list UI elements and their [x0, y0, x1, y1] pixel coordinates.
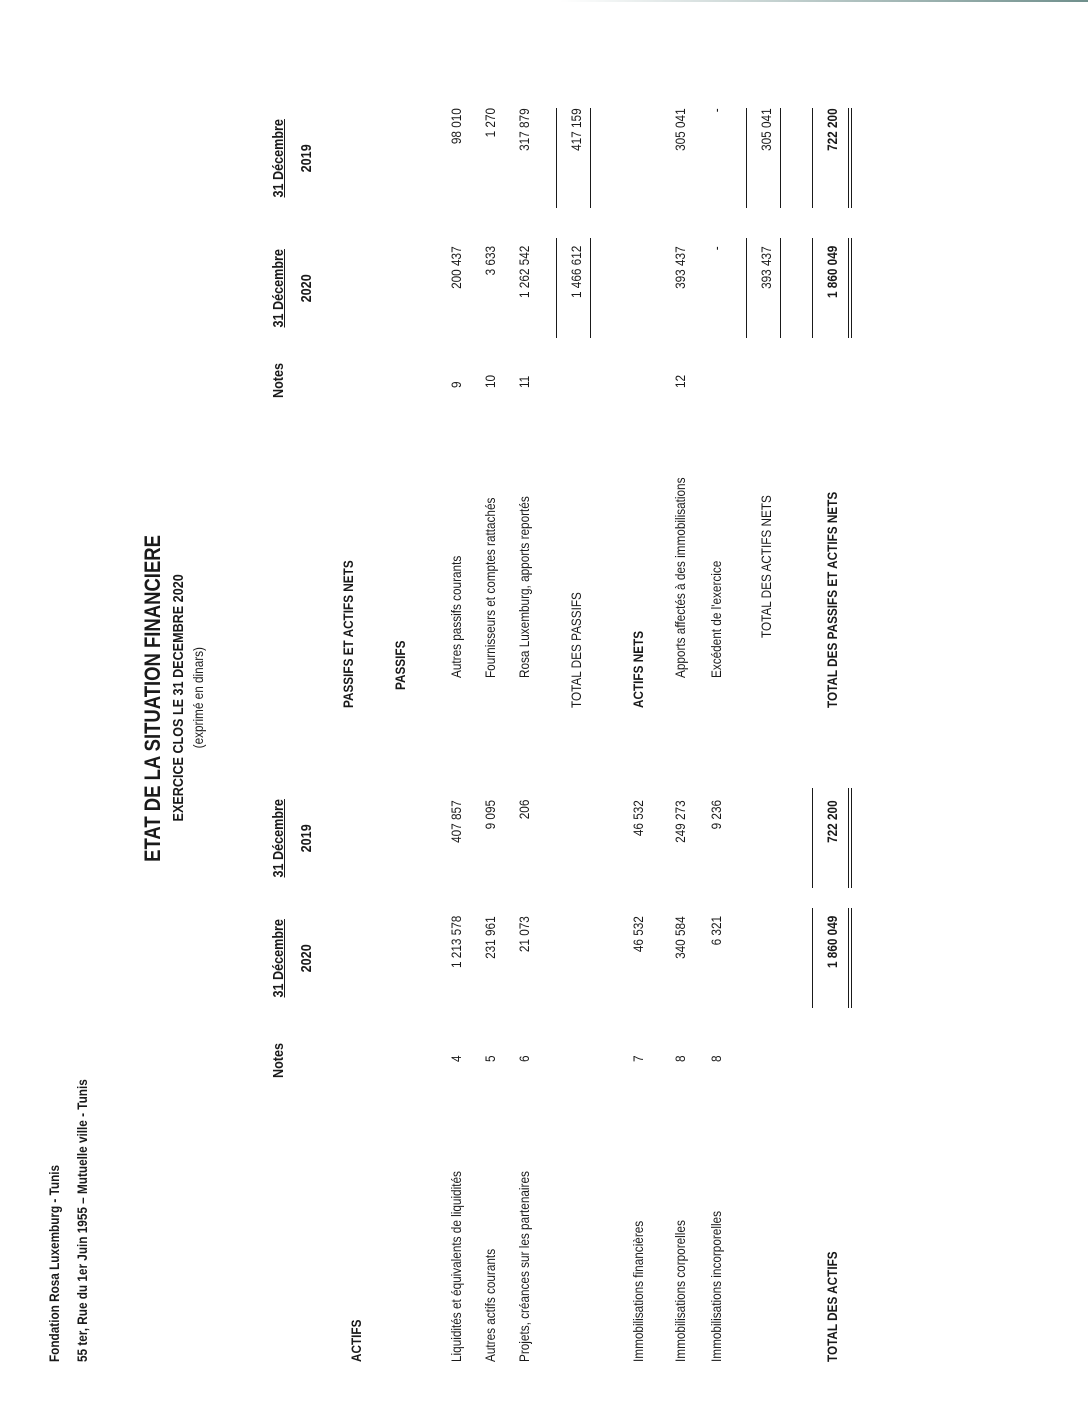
row-value-2020: 200 437: [448, 246, 464, 289]
row-label: Autres actifs courants: [482, 1248, 498, 1362]
row-value-2019: 249 273: [672, 800, 688, 843]
right-2019-date-header: 31 Décembre: [270, 118, 287, 198]
row-label: Liquidités et équivalents de liquidités: [448, 1171, 464, 1362]
passifs-subheading: PASSIFS: [392, 640, 408, 690]
statement-subtitle: EXERCICE CLOS LE 31 DECEMBRE 2020: [170, 574, 187, 822]
total-double-rule-2019: [848, 788, 852, 888]
grand-total-rule-2019: [812, 108, 813, 208]
left-2019-date-header: 31 Décembre: [270, 798, 287, 878]
total-underline-2020: [590, 238, 591, 338]
row-note: 10: [482, 374, 498, 388]
row-note: 4: [448, 1055, 464, 1062]
row-value-2019: -: [708, 108, 724, 112]
left-2019-year-header: 2019: [298, 823, 315, 853]
row-label: Projets, créances sur les partenaires: [516, 1171, 532, 1362]
row-value-2019: 9 095: [482, 800, 498, 830]
row-value-2020: 231 961: [482, 916, 498, 959]
total-rule-2020: [812, 908, 813, 1008]
total-passifs-2019: 417 159: [568, 108, 584, 151]
row-value-2019: 9 236: [708, 800, 724, 830]
total-rule-2019: [812, 788, 813, 888]
row-value-2020: 1 262 542: [516, 246, 532, 299]
passifs-actifs-nets-heading: PASSIFS ET ACTIFS NETS: [340, 560, 356, 708]
total-underline-2019: [780, 108, 781, 208]
row-value-2020: 393 437: [672, 246, 688, 289]
row-note: 8: [708, 1055, 724, 1062]
statement-title: ETAT DE LA SITUATION FINANCIERE: [140, 534, 165, 862]
org-address: 55 ter, Rue du 1er Juin 1955 – Mutuelle ville - Tunis: [74, 1079, 90, 1362]
right-2019-year-header: 2019: [298, 143, 315, 173]
total-underline-2020: [780, 238, 781, 338]
row-value-2019: 317 879: [516, 108, 532, 151]
row-label: Excédent de l'exercice: [708, 560, 724, 678]
total-rule-2020: [556, 238, 557, 338]
row-value-2020: 21 073: [516, 916, 532, 952]
left-2020-date-header: 31 Décembre: [270, 918, 287, 998]
row-note: 8: [672, 1055, 688, 1062]
row-note: 9: [448, 381, 464, 388]
row-label: Rosa Luxemburg, apports reportés: [516, 496, 532, 678]
total-rule-2019: [746, 108, 747, 208]
row-note: 5: [482, 1055, 498, 1062]
row-note: 12: [672, 374, 688, 388]
row-value-2020: 1 213 578: [448, 916, 464, 969]
total-actifs-2020: 1 860 049: [824, 916, 840, 969]
row-value-2019: 407 857: [448, 800, 464, 843]
total-actifs-nets-2019: 305 041: [758, 108, 774, 151]
actifs-heading: ACTIFS: [348, 1319, 364, 1362]
right-notes-header: Notes: [270, 362, 287, 398]
row-value-2020: 46 532: [630, 916, 646, 952]
row-value-2019: 98 010: [448, 108, 464, 144]
row-label: Apports affectés à des immobilisations: [672, 477, 688, 678]
row-note: 6: [516, 1055, 532, 1062]
row-label: Fournisseurs et comptes rattachés: [482, 497, 498, 678]
statement-unit: (exprimé en dinars): [190, 647, 206, 749]
right-2020-date-header: 31 Décembre: [270, 248, 287, 328]
row-value-2019: 305 041: [672, 108, 688, 151]
total-passifs-label: TOTAL DES PASSIFS: [568, 592, 584, 708]
row-value-2019: 206: [516, 800, 532, 820]
row-label: Autres passifs courants: [448, 555, 464, 678]
row-note: 11: [516, 375, 532, 388]
total-rule-2019: [556, 108, 557, 208]
row-label: Immobilisations financières: [630, 1220, 646, 1362]
total-actifs-nets-label: TOTAL DES ACTIFS NETS: [758, 495, 774, 638]
row-value-2020: 3 633: [482, 246, 498, 276]
row-note: 7: [630, 1055, 646, 1062]
total-passifs-2020: 1 466 612: [568, 246, 584, 299]
grand-total-2019: 722 200: [824, 108, 840, 151]
total-double-rule-2020: [848, 908, 852, 1008]
row-label: Immobilisations incorporelles: [708, 1211, 724, 1362]
row-value-2020: -: [708, 246, 724, 250]
grand-total-double-rule-2020: [848, 238, 852, 338]
grand-total-label: TOTAL DES PASSIFS ET ACTIFS NETS: [824, 491, 840, 708]
total-underline-2019: [590, 108, 591, 208]
total-actifs-2019: 722 200: [824, 800, 840, 843]
row-value-2019: 1 270: [482, 108, 498, 138]
total-actifs-nets-2020: 393 437: [758, 246, 774, 289]
left-2020-year-header: 2020: [298, 943, 315, 973]
row-value-2019: 46 532: [630, 800, 646, 836]
row-label: Immobilisations corporelles: [672, 1220, 688, 1362]
grand-total-2020: 1 860 049: [824, 246, 840, 299]
left-notes-header: Notes: [270, 1042, 287, 1078]
row-value-2020: 340 584: [672, 916, 688, 959]
total-actifs-label: TOTAL DES ACTIFS: [824, 1251, 840, 1362]
row-value-2020: 6 321: [708, 916, 724, 946]
grand-total-rule-2020: [812, 238, 813, 338]
actifs-nets-heading: ACTIFS NETS: [630, 630, 646, 708]
grand-total-double-rule-2019: [848, 108, 852, 208]
total-rule-2020: [746, 238, 747, 338]
right-2020-year-header: 2020: [298, 273, 315, 303]
org-name: Fondation Rosa Luxemburg - Tunis: [46, 1164, 62, 1362]
